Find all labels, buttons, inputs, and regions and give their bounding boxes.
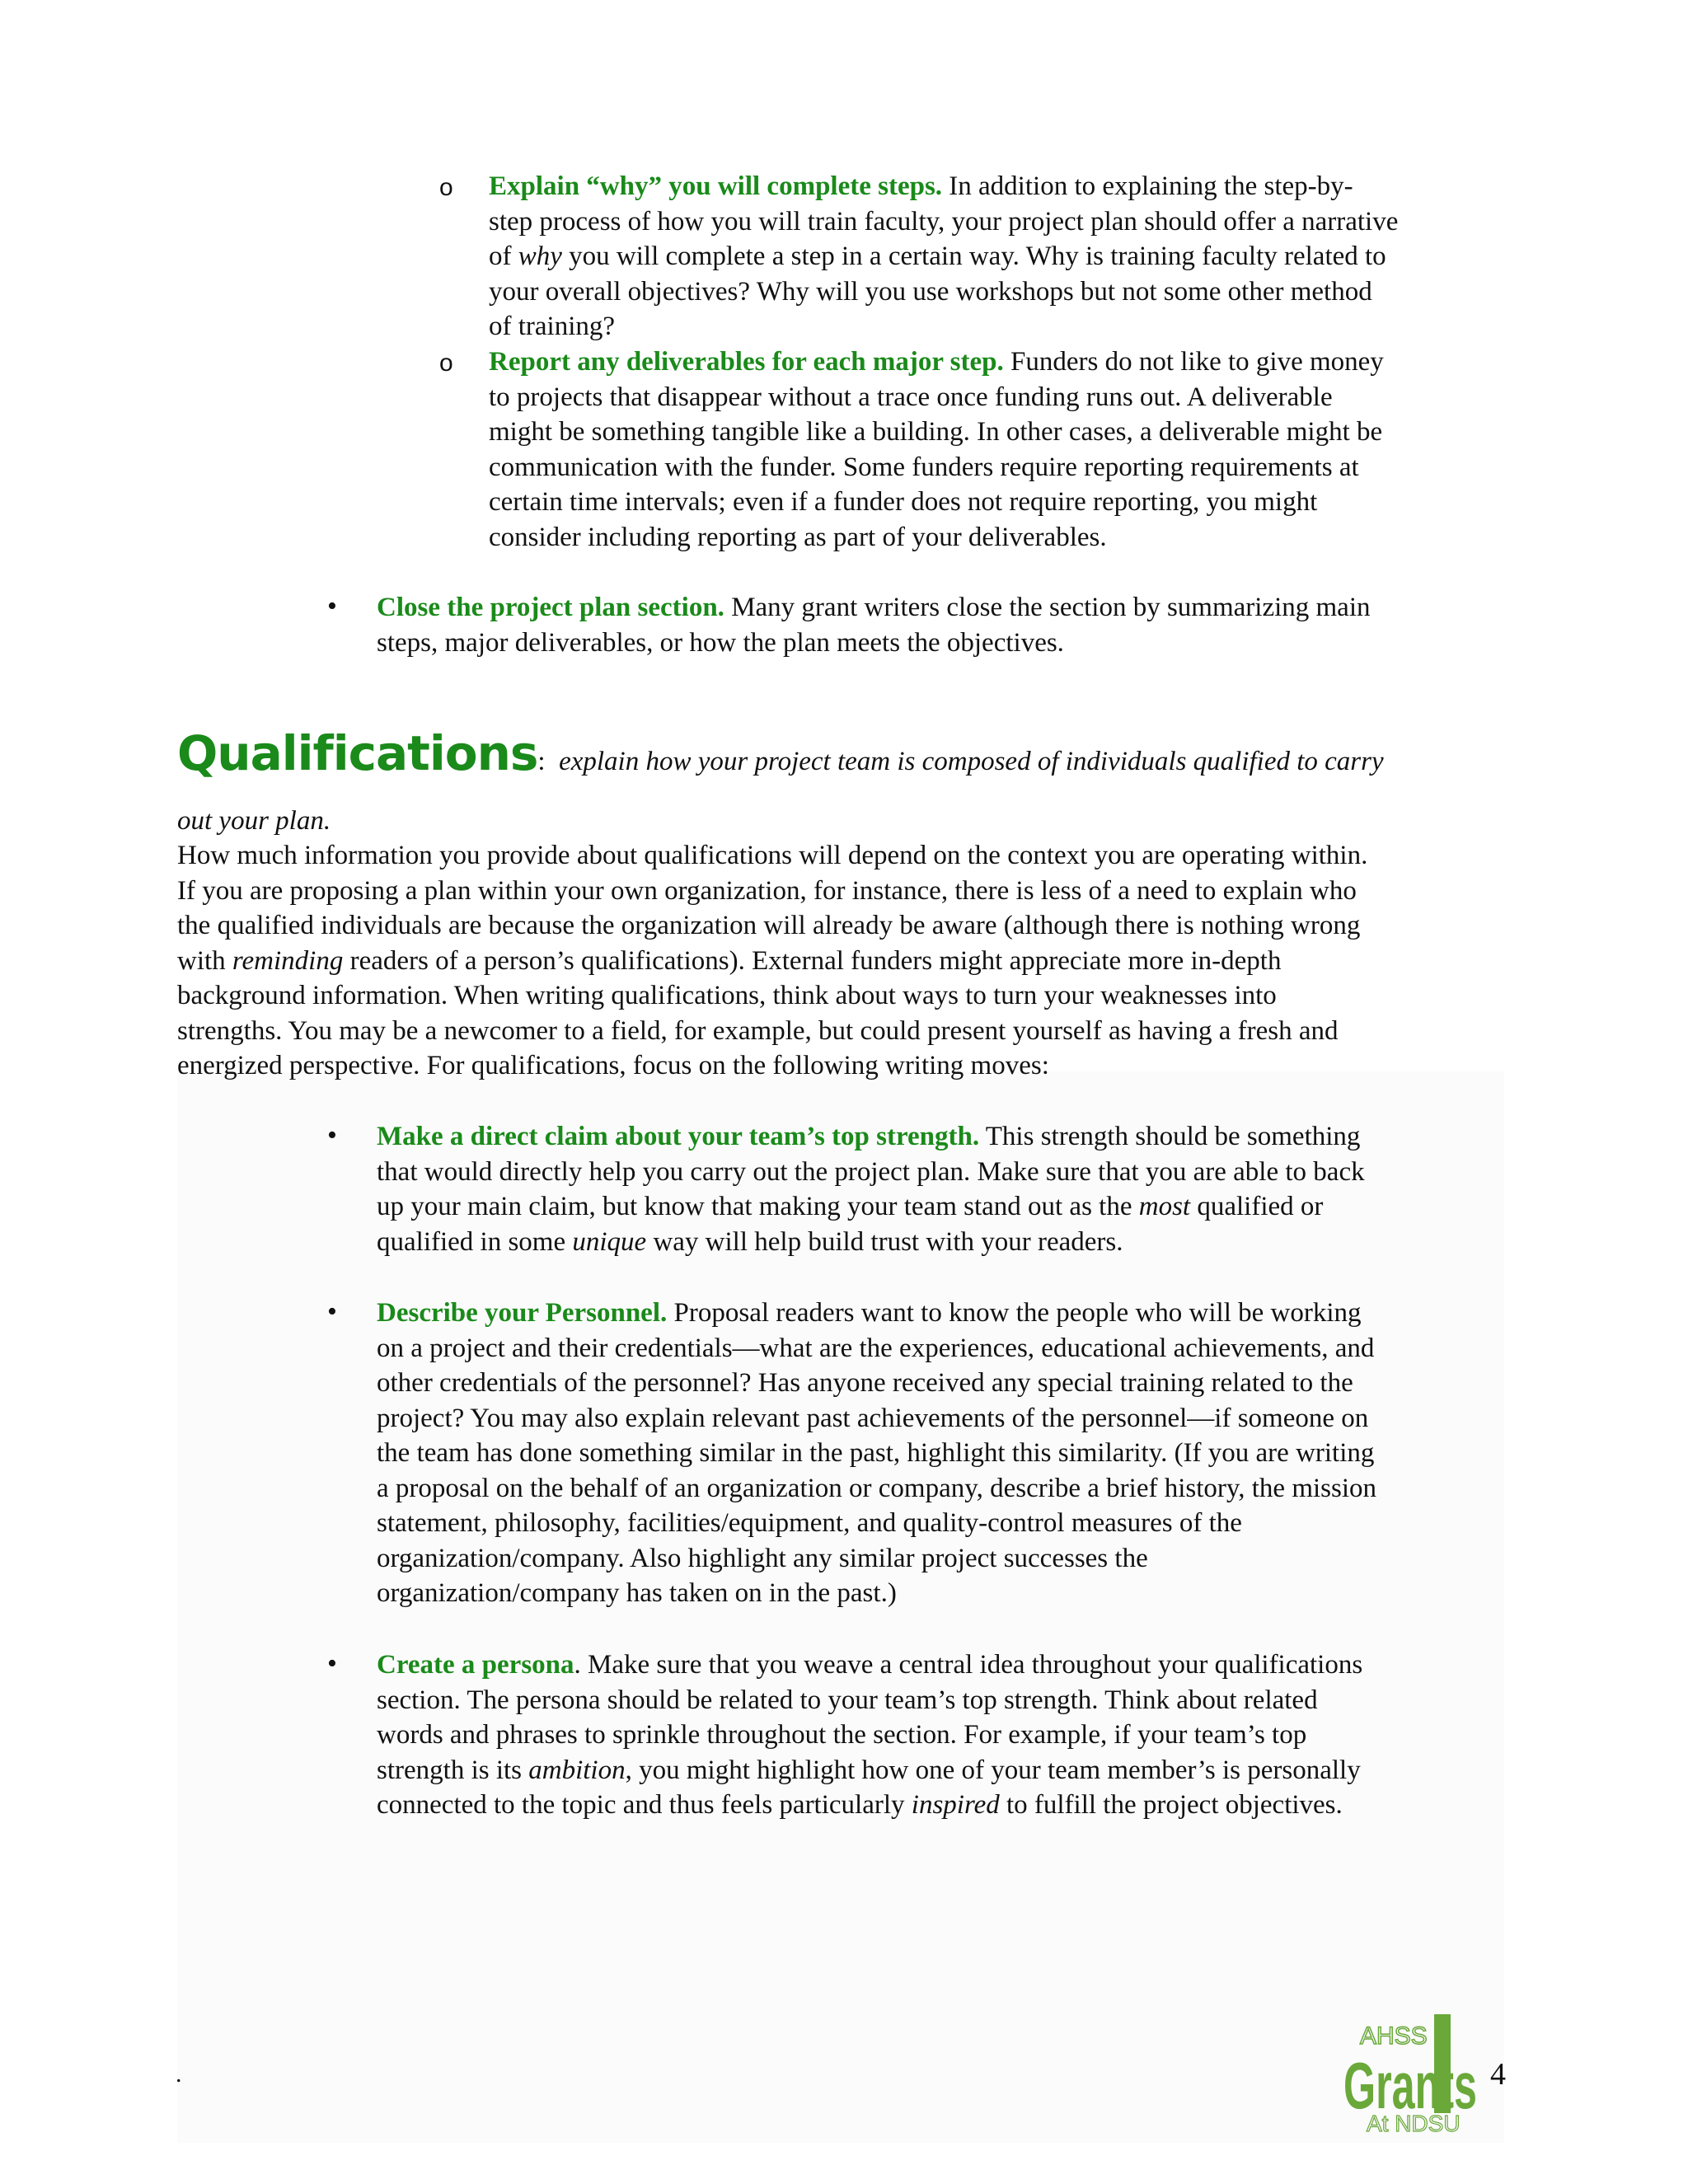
- text-line: might be something tangible like a building. In other cases, a deliverable might be: [489, 417, 1383, 447]
- heading-subtitle-cont: out your plan.: [177, 806, 331, 836]
- text-line: [489, 169, 1519, 204]
- text-line: [377, 1119, 1531, 1155]
- text-span: connected to the topic and thus feels particularly: [377, 1790, 912, 1820]
- bullet-personnel: [377, 1296, 1531, 1611]
- bullet-lead: Create a persona: [377, 1650, 574, 1680]
- emphasis: unique: [572, 1226, 647, 1257]
- text-span: to fulfill the project objectives.: [999, 1790, 1343, 1820]
- text-line: [177, 944, 1529, 979]
- bullet-close-section: [377, 590, 1531, 660]
- text-span: of: [489, 241, 518, 271]
- text-line: step process of how you will train faculty, your project plan should offer a narrative: [489, 206, 1399, 237]
- heading-line: [177, 725, 1529, 783]
- text-line: to projects that disappear without a trace once funding runs out. A deliverable: [489, 382, 1333, 412]
- text-line: certain time intervals; even if a funder does not require reporting, you might: [489, 487, 1318, 517]
- text-line: that would directly help you carry out the project plan. Make sure that you are able to back: [377, 1156, 1365, 1187]
- text-line: energized perspective. For qualifications, focus on the following writing moves:: [177, 1051, 1049, 1080]
- bullet-lead: Explain “why” you will complete steps.: [489, 171, 943, 201]
- text-line: organization/company. Also highlight any similar project successes the: [377, 1543, 1148, 1573]
- bullet-top-strength: [377, 1119, 1531, 1259]
- heading-subtitle: explain how your project team is composed of individuals qualified to carry: [559, 747, 1384, 776]
- text-line: [377, 1647, 1531, 1683]
- footer-dot: .: [176, 2060, 182, 2088]
- text-line: statement, philosophy, facilities/equipment, and quality-control measures of the: [377, 1508, 1242, 1538]
- text-line: a proposal on the behalf of an organization or company, describe a brief history, the mission: [377, 1473, 1377, 1503]
- text-span: you will complete a step in a certain way. Why is training faculty related to: [561, 241, 1386, 271]
- text-span: This strength should be something: [979, 1122, 1361, 1151]
- bullet-marker: •: [327, 1648, 337, 1679]
- text-line: project? You may also explain relevant past achievements of the personnel—if someone on: [377, 1403, 1369, 1433]
- page-number: 4: [1490, 2057, 1506, 2092]
- text-span: . Make sure that you weave a central idea throughout your qualifications: [574, 1650, 1363, 1680]
- sub-bullet-explain-why: [489, 169, 1519, 344]
- emphasis: inspired: [911, 1790, 1000, 1820]
- text-line: background information. When writing qualifications, think about ways to turn your weaknesses into: [177, 981, 1277, 1010]
- text-span: up your main claim, but know that making your team stand out as the: [377, 1192, 1139, 1221]
- sub-bullet-marker: o: [439, 174, 453, 201]
- text-line: of training?: [489, 312, 616, 341]
- text-line: If you are proposing a plan within your own organization, for instance, there is less of a need to explain who: [177, 875, 1357, 906]
- ahss-grants-logo: [1342, 2011, 1480, 2135]
- text-line: How much information you provide about qualifications will depend on the context you are operating within.: [177, 841, 1368, 870]
- text-span: way will help build trust with your readers.: [646, 1226, 1123, 1257]
- emphasis: ambition: [528, 1755, 626, 1785]
- text-line: words and phrases to sprinkle throughout the section. For example, if your team’s top: [377, 1720, 1307, 1750]
- text-line: [377, 1189, 1531, 1225]
- bullet-marker: •: [327, 1120, 337, 1151]
- bullet-marker: •: [327, 591, 337, 621]
- bullet-lead: Describe your Personnel.: [377, 1298, 668, 1328]
- text-span: Funders do not like to give money: [1003, 347, 1384, 377]
- text-span: qualified or: [1190, 1192, 1324, 1221]
- bullet-lead: Report any deliverables for each major step.: [489, 347, 1004, 377]
- text-line: communication with the funder. Some funders require reporting requirements at: [489, 452, 1359, 482]
- sub-bullet-marker: o: [439, 349, 453, 377]
- text-span: with: [177, 945, 232, 976]
- logo-main-text: Grants: [1343, 2049, 1477, 2122]
- logo-top-text: AHSS: [1360, 2022, 1428, 2050]
- text-line: steps, major deliverables, or how the plan meets the objectives.: [377, 627, 1064, 658]
- text-span: readers of a person’s qualifications). External funders might appreciate more in-depth: [343, 945, 1282, 976]
- text-span: Proposal readers want to know the people who will be working: [667, 1298, 1362, 1328]
- emphasis: why: [518, 241, 562, 271]
- text-line: [489, 239, 1519, 274]
- qualifications-heading-block: [177, 725, 1529, 783]
- text-line: [377, 1788, 1531, 1823]
- text-line: organization/company has taken on in the past.): [377, 1578, 897, 1608]
- emphasis: reminding: [232, 945, 344, 976]
- emphasis: most: [1138, 1192, 1191, 1221]
- text-line: [377, 1296, 1531, 1331]
- text-span: In addition to explaining the step-by-: [942, 171, 1353, 201]
- bullet-marker: •: [327, 1296, 337, 1327]
- bullet-persona: [377, 1647, 1531, 1823]
- text-line: consider including reporting as part of your deliverables.: [489, 522, 1107, 552]
- text-span: strength is its: [377, 1755, 529, 1785]
- text-line: other credentials of the personnel? Has anyone received any special training related to the: [377, 1368, 1353, 1398]
- text-span: , you might highlight how one of your team member’s is personally: [625, 1755, 1361, 1785]
- text-line: [489, 344, 1519, 380]
- section-heading: Qualifications: [177, 725, 538, 781]
- bullet-lead: Close the project plan section.: [377, 593, 724, 622]
- heading-colon: :: [537, 747, 546, 776]
- qualifications-intro: [177, 838, 1529, 1084]
- bullet-lead: Make a direct claim about your team’s top strength.: [377, 1122, 980, 1151]
- logo-bottom-text: At NDSU: [1367, 2111, 1461, 2135]
- text-line: on a project and their credentials—what are the experiences, educational achievements, and: [377, 1333, 1375, 1363]
- text-line: [377, 590, 1531, 626]
- text-line: section. The persona should be related to your team’s top strength. Think about related: [377, 1685, 1318, 1715]
- sub-bullet-deliverables: [489, 344, 1519, 555]
- text-line: your overall objectives? Why will you use workshops but not some other method: [489, 276, 1372, 307]
- text-line: [377, 1225, 1531, 1260]
- text-span: Many grant writers close the section by summarizing main: [724, 593, 1371, 622]
- text-span: qualified in some: [377, 1226, 573, 1257]
- text-line: [377, 1753, 1531, 1788]
- text-line: the team has done something similar in the past, highlight this similarity. (If you are writing: [377, 1438, 1375, 1468]
- text-line: the qualified individuals are because the organization will already be aware (although there is nothing wrong: [177, 911, 1361, 940]
- text-line: strengths. You may be a newcomer to a field, for example, but could present yourself as having a fresh and: [177, 1015, 1339, 1046]
